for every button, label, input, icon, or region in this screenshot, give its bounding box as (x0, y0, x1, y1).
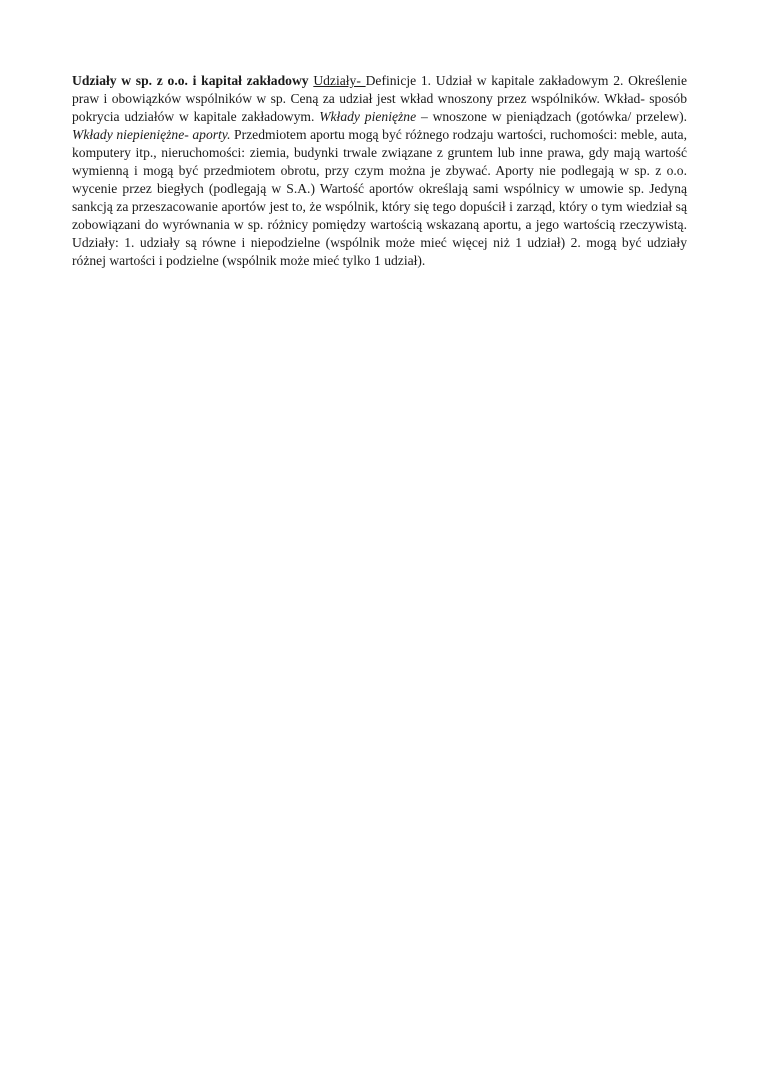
paragraph-text-3: Przedmiotem aportu mogą być różnego rodzaju wartości, ruchomości: meble, auta, komputery itp., nieruchomości: ziemia, budynki trwale związane z gruntem lub inne prawa, gdy mają wartość wymienną i mogą być przedmiotem obrotu, przy czym można je zbywać. Aporty nie podlegają w sp. z o.o. wycenie przez biegłych (podlegają w S.A.) Wartość aportów określają sami wspólnicy w umowie sp. Jedyną sankcją za przeszacowanie aportów jest to, że wspólnik, który się tego dopuścił i zarząd, który o tym wiedział są zobowiązani do wyrównania w sp. różnicy pomiędzy wartością wskazaną aportu, a jego wartością rzeczywistą. Udziały: 1. udziały są równe i niepodzielne (wspólnik może mieć więcej niż 1 udział) 2. mogą być udziały różnej wartości i podzielne (wspólnik może mieć tylko 1 udział). (72, 127, 687, 268)
italic-term-non-monetary: Wkłady niepieniężne- aporty. (72, 127, 231, 142)
document-title: Udziały w sp. z o.o. i kapitał zakładowy (72, 73, 309, 88)
paragraph-text-1: Definicje 1. Udział w kapitale zakładowym 2. Określenie praw i obowiązków wspólników w sp. Ceną za udział jest wkład wnoszony przez wspólników. Wkład- sposób pokrycia udziałów w kapitale zakładowym. (72, 73, 687, 124)
document-paragraph (72, 72, 687, 270)
paragraph-text-2: – wnoszone w pieniądzach (gotówka/ przelew). (416, 109, 688, 124)
italic-term-monetary: Wkłady pieniężne (319, 109, 417, 124)
section-heading: Udziały- (313, 73, 366, 88)
